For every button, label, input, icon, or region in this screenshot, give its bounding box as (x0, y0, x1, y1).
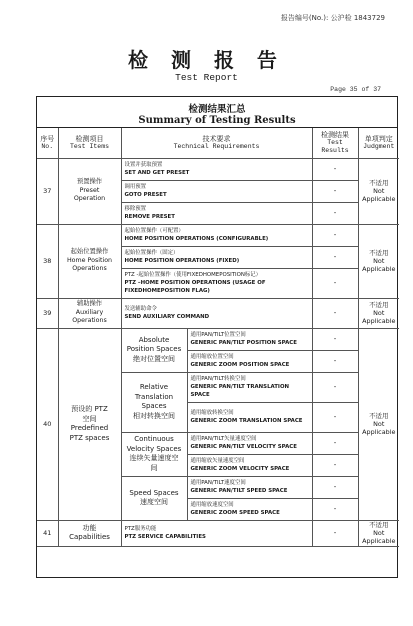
col-header-no: 序号 No. (37, 128, 58, 158)
col-header-judgment: 单项判定 Judgment (358, 128, 399, 158)
table-row (37, 224, 399, 246)
test-item: 预设的 PTZ 空间 Predefined PTZ spaces (58, 328, 121, 520)
summary-heading (37, 97, 397, 128)
requirement: 通用缩放转换空间 GENERIC ZOOM TRANSLATION SPACE (187, 402, 312, 432)
requirement: 调用预置 GOTO PRESET (121, 180, 312, 202)
test-item: 功能 Capabilities (58, 520, 121, 546)
page-number: Page 35 of 37 (330, 86, 381, 93)
row-number: 41 (37, 520, 58, 546)
report-title-en: Test Report (175, 72, 238, 83)
requirement: PTZ -起始位置操作（使用FIXEDHOMEPOSITION标记） PTZ –HOME POSITION OPERATIONS (USAGE OF FIXEDHOMEPOSITION FLAG) (121, 268, 312, 298)
requirement: 通用PAN/TILT矢量速度空间 GENERIC PAN/TILT VELOCITY SPACE (187, 432, 312, 454)
requirement: 通用缩放速度空间 GENERIC ZOOM SPEED SPACE (187, 498, 312, 520)
test-item: 预置操作 Preset Operation (58, 158, 121, 224)
test-result: - (312, 268, 358, 298)
requirement: 通用缩放位置空间 GENERIC ZOOM POSITION SPACE (187, 350, 312, 372)
requirement: 通用缩放矢量速度空间 GENERIC ZOOM VELOCITY SPACE (187, 454, 312, 476)
col-header-requirements: 技术要求 Technical Requirements (121, 128, 312, 158)
test-result: - (312, 202, 358, 224)
test-result: - (312, 328, 358, 350)
requirement: 发送辅助命令 SEND AUXILIARY COMMAND (121, 298, 312, 328)
test-result: - (312, 498, 358, 520)
judgment: 不适用 Not Applicable (358, 328, 399, 520)
col-header-items: 检测项目 Test Items (58, 128, 121, 158)
test-result: - (312, 432, 358, 454)
requirement: 起始位置操作（固定） HOME POSITION OPERATIONS (FIXED) (121, 246, 312, 268)
results-table (37, 128, 399, 547)
judgment: 不适用 Not Applicable (358, 158, 399, 224)
test-result: - (312, 350, 358, 372)
judgment: 不适用 Not Applicable (358, 298, 399, 328)
requirement: PTZ服务功能 PTZ SERVICE CAPABILITIES (121, 520, 312, 546)
test-item: 起始位置操作 Home Position Operations (58, 224, 121, 298)
requirement: 设置并获取预置 SET AND GET PRESET (121, 158, 312, 180)
test-result: - (312, 454, 358, 476)
report-title-cn: 检 测 报 告 (128, 48, 285, 72)
test-result: - (312, 180, 358, 202)
row-number: 37 (37, 158, 58, 224)
test-result: - (312, 476, 358, 498)
table-row (37, 298, 399, 328)
table-row (37, 158, 399, 180)
requirement: 移除预置 REMOVE PRESET (121, 202, 312, 224)
summary-title-en: Summary of Testing Results (138, 115, 296, 126)
test-result: - (312, 372, 358, 402)
requirement: 通用PAN/TILT速度空间 GENERIC PAN/TILT SPEED SPACE (187, 476, 312, 498)
test-result: - (312, 224, 358, 246)
test-item: 辅助操作 Auxiliary Operations (58, 298, 121, 328)
sub-item-speed-spaces: Speed Spaces 速度空间 (121, 476, 187, 520)
test-result: - (312, 246, 358, 268)
table-header-row (37, 128, 399, 158)
table-row (37, 328, 399, 350)
requirement: 通用PAN/TILT位置空间 GENERIC PAN/TILT POSITION SPACE (187, 328, 312, 350)
col-header-results: 检测结果 Test Results (312, 128, 358, 158)
row-number: 38 (37, 224, 58, 298)
row-number: 39 (37, 298, 58, 328)
row-number: 40 (37, 328, 58, 520)
results-sheet (36, 96, 398, 578)
judgment: 不适用 Not Applicable (358, 224, 399, 298)
summary-title-cn: 检测结果汇总 (188, 104, 246, 115)
requirement: 通用PAN/TILT转换空间 GENERIC PAN/TILT TRANSLATION SPACE (187, 372, 312, 402)
sub-item-continuous-velocity: Continuous Velocity Spaces 连续矢量速度空 间 (121, 432, 187, 476)
test-result: - (312, 298, 358, 328)
sub-item-absolute-position: Absolute Position Spaces 绝对位置空间 (121, 328, 187, 372)
test-result: - (312, 402, 358, 432)
test-result: - (312, 158, 358, 180)
requirement: 起始位置操作（可配置） HOME POSITION OPERATIONS (CONFIGURABLE) (121, 224, 312, 246)
table-row (37, 520, 399, 546)
judgment: 不适用 Not Applicable (358, 520, 399, 546)
report-number: 报告编号(No.): 公沪检 1843729 (280, 14, 385, 22)
test-result: - (312, 520, 358, 546)
sub-item-relative-translation: Relative Translation Spaces 相对转换空间 (121, 372, 187, 432)
